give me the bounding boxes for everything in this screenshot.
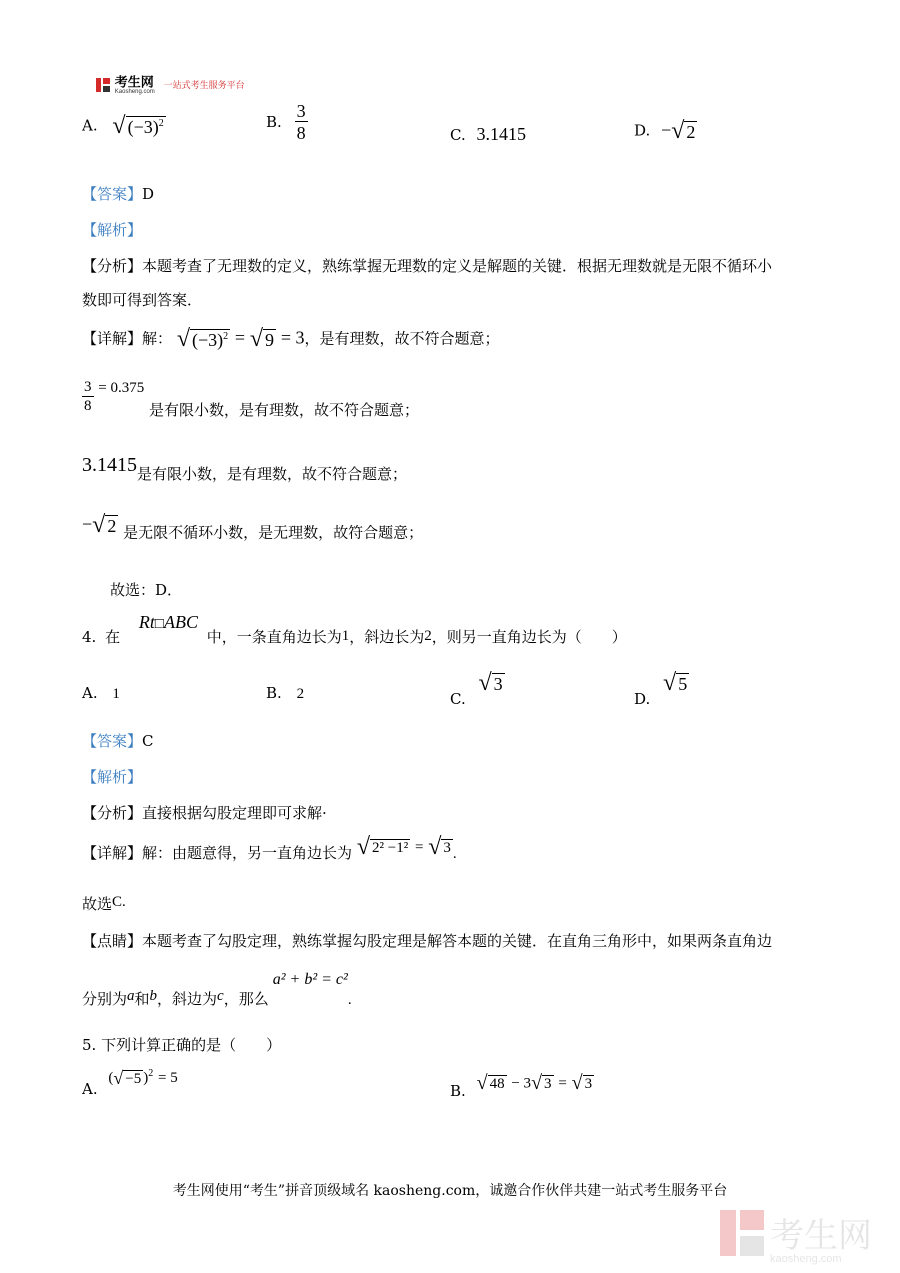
q4-option-b [266, 684, 304, 703]
option-label: B. [266, 113, 282, 131]
option-label: B. [266, 684, 282, 702]
option-label: B. [450, 1081, 466, 1100]
q4-answer [82, 730, 154, 751]
logo-slogan: 一站式考生服务平台 [163, 80, 245, 90]
radicand-value: 5 [678, 673, 688, 694]
watermark-logo-icon [720, 1210, 764, 1256]
option-label: C. [450, 689, 466, 708]
q4-stem [82, 612, 627, 646]
sqrt-expression: √ 3 [571, 1072, 593, 1094]
page-footer: 考生网使用“考生”拼音顶级域名 kaosheng.com，诚邀合作伙伴共建一站式考生服务平台 [172, 1183, 728, 1199]
logo-icon [96, 78, 110, 92]
radicand-value: −3 [197, 329, 218, 350]
equals: = [558, 1075, 567, 1092]
period: . [452, 845, 457, 862]
answer-tag: 【答案】 [82, 185, 143, 203]
math-var-c: c [217, 988, 224, 1004]
option-label: A. [82, 116, 98, 135]
q3-option-a [82, 113, 166, 140]
q5-option-a [82, 1068, 178, 1098]
stem-text: ，斜边长为 [349, 628, 425, 646]
q4-dianjing-line2 [82, 968, 352, 1008]
radicand-value: 48 [489, 1075, 505, 1092]
radicand-value: 9 [265, 329, 275, 350]
stem-text: ，则另一直角边长为（ ） [431, 628, 627, 646]
q5-stem: 5. 下列计算正确的是（ ） [82, 1036, 282, 1054]
radicand-value: 3 [544, 1075, 552, 1092]
fraction [295, 102, 308, 142]
option-label: D. [634, 689, 651, 708]
math-formula: a² + b² = c² [272, 971, 348, 988]
detail-text: 是有限小数，是有理数，故不符合题意； [137, 465, 408, 483]
period: . [347, 992, 352, 1008]
dianjing-text: 本题考查了勾股定理，熟练掌握勾股定理是解答本题的关键．在直角三角形中，如果两条直角边 [142, 932, 773, 950]
radicand-value: 3 [443, 839, 451, 856]
fenxi-text: 本题考查了无理数的定义，熟练掌握无理数的定义是解题的关键．根据无理数就是无限不循环小 [142, 257, 773, 275]
watermark-name: 考生网 [770, 1217, 872, 1255]
option-value: 2 [296, 686, 305, 702]
q3-detail-line2 [82, 379, 420, 419]
q3-fenxi-line1 [82, 255, 772, 276]
radicand-value: 3 [584, 1075, 593, 1092]
value: 3.1415 [82, 454, 137, 476]
answer-value: D [142, 185, 155, 203]
option-label: A. [82, 1080, 98, 1098]
header-logo [96, 74, 245, 95]
sqrt-expression: √ 3 [531, 1072, 552, 1094]
fenxi-tag: 【分析】 [82, 804, 143, 822]
exponent: 2 [223, 330, 229, 342]
value: 2 [424, 628, 432, 644]
detail-tag: 【详解】 [82, 329, 143, 348]
q3-analysis-tag: 【解析】 [82, 221, 143, 239]
detail-text: 是无限不循环小数，是无理数，故符合题意； [123, 523, 424, 542]
q4-option-c [450, 670, 505, 708]
option-value: 3.1415 [476, 124, 526, 144]
q4-fenxi [82, 802, 327, 823]
math-var-a: a [127, 988, 135, 1004]
option-label: A. [82, 684, 98, 702]
q5-option-b [450, 1072, 594, 1100]
sqrt-expression: √ 9 [249, 326, 275, 352]
option-value: 1 [112, 686, 120, 702]
logo-domain: Kaosheng.com [114, 89, 155, 95]
dianjing-text: 分别为 [82, 990, 128, 1008]
sqrt-expression: √ 3 [428, 834, 451, 860]
equals: = [234, 327, 246, 348]
sqrt-expression: √ 2 [92, 512, 117, 538]
q3-detail-line4 [82, 512, 424, 547]
q4-option-d [634, 670, 689, 708]
q3-fenxi-line2: 数即可得到答案． [82, 291, 203, 309]
dianjing-text: 和 [134, 990, 150, 1008]
q4-dianjing-line1 [82, 930, 772, 951]
radicand-value: 2 [107, 515, 117, 536]
fraction [82, 380, 94, 414]
radicand-value: −5 [125, 1070, 142, 1087]
detail-text: ，是有理数，故不符合题意； [304, 329, 500, 348]
radicand-value: 3 [493, 673, 503, 694]
answer-tag: 【答案】 [82, 732, 143, 750]
dianjing-text: ，斜边为 [157, 990, 218, 1008]
radicand-value: −3 [133, 116, 153, 137]
math-rt: Rt [138, 612, 155, 632]
numerator: 3 [296, 101, 306, 121]
numerator: 3 [84, 379, 92, 395]
math-abc: ABC [163, 612, 198, 632]
choose-prefix: 故选 [82, 895, 113, 913]
q3-answer [82, 183, 154, 204]
stem-text: 中，一条直角边长为 [206, 628, 342, 646]
detail-prefix: 解： [142, 329, 173, 348]
exponent: 2 [158, 117, 164, 129]
answer-value: C [142, 732, 154, 750]
q3-detail-line1 [82, 326, 499, 353]
sqrt-expression: √ 5 [663, 670, 688, 696]
dianjing-text: ，那么 [223, 990, 269, 1008]
q4-detail [82, 834, 457, 861]
q4-choose [82, 893, 126, 914]
detail-text: 解：由题意得，另一直角边长为 [142, 843, 353, 862]
watermark-domain: kaosheng.com [770, 1253, 842, 1265]
detail-tag: 【详解】 [82, 843, 143, 862]
q4-option-a [82, 684, 120, 703]
sqrt-expression: √ $(-3)^2$ [112, 113, 164, 139]
math-var-b: b [149, 988, 158, 1004]
minus-sign: − [82, 513, 93, 534]
q3-option-d [634, 118, 697, 145]
exponent: 2 [148, 1068, 154, 1079]
minus-sign: − [661, 119, 672, 140]
option-label: C. [450, 126, 466, 144]
result: = 5 [158, 1070, 178, 1086]
q3-option-b [266, 102, 308, 142]
q4-analysis-tag: 【解析】 [82, 768, 143, 786]
q3-detail-line3 [82, 454, 408, 485]
denominator: 8 [296, 123, 306, 143]
watermark [720, 1208, 872, 1265]
fenxi-text: 直接根据勾股定理即可求解· [142, 804, 327, 822]
decimal-value: = 0.375 [98, 380, 145, 396]
sqrt-expression: √ 2² −1² [356, 834, 409, 860]
stem-text: 在 [105, 628, 121, 646]
sqrt-expression: √ 2 [671, 118, 696, 144]
triangle-symbol: □ [154, 616, 164, 632]
sqrt-expression: √ $(-3)^2$ [176, 326, 229, 352]
value: 1 [341, 628, 350, 644]
equals: = [414, 839, 424, 856]
radicand-value: 2 [686, 121, 696, 142]
logo-name: 考生网 [114, 74, 154, 90]
minus-term: − 3 [511, 1075, 532, 1092]
detail-text: 是有限小数，是有理数，故不符合题意； [149, 401, 420, 419]
denominator: 8 [84, 398, 92, 414]
question-number: 4. [82, 628, 97, 646]
q3-option-c [450, 124, 526, 145]
q3-choose: 故选：D． [110, 581, 183, 599]
sqrt-expression: (√ −5 )$^2$ [108, 1068, 154, 1089]
result: = 3 [280, 327, 305, 348]
choose-value: C. [112, 894, 126, 910]
dianjing-tag: 【点睛】 [82, 932, 143, 950]
sqrt-expression: √ 48 [476, 1072, 505, 1094]
option-label: D. [634, 121, 651, 140]
fenxi-tag: 【分析】 [82, 257, 143, 275]
radicand-value: 2² −1² [371, 839, 409, 856]
sqrt-expression: √ 3 [478, 670, 503, 696]
